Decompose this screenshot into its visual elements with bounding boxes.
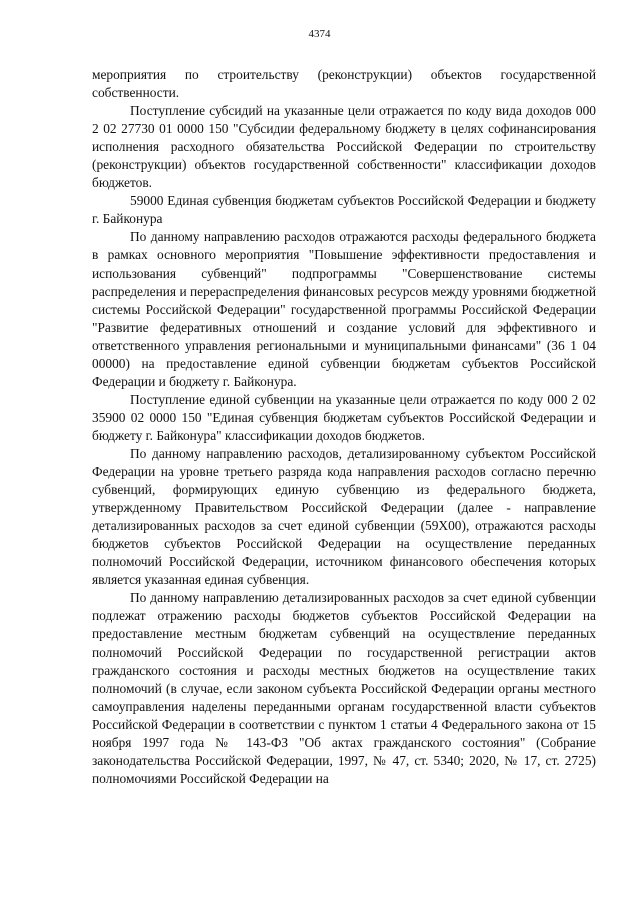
paragraph-continuation: мероприятия по строительству (реконструкции) объектов государственной собственности. [92,67,596,101]
paragraph-detailed-expenses: По данному направлению расходов, детализированному субъектом Российской Федерации на уровне третьего разряда кода направления расходов согласно перечню субвенций, формирующих единую субвенцию из федерального бюджета, утвержденному Правительством Российской Федерации (далее - направление детализированных расходов за счет единой субвенции (59Х00), отражаются расходы бюджетов субъектов Российской Федерации на осуществление переданных полномочий Российской Федерации, источником финансового обеспечения которых является указанная единая субвенция. [92,445,596,588]
paragraph-federal-budget-expenses: По данному направлению расходов отражаются расходы федерального бюджета в рамках основного мероприятия "Повышение эффективности предоставления и использования субвенций" подпрограммы "Совершенствование системы распределения и перераспределения финансовых ресурсов между уровнями бюджетной системы Российской Федерации" государственной программы Российской Федерации "Развитие федеративных отношений и создание условий для эффективного и ответственного управления региональными и муниципальными финансами" (36 1 04 00000) на предоставление единой субвенции бюджетам субъектов Российской Федерации и бюджету г. Байконура. [92,229,596,389]
page-number: 4374 [308,28,331,40]
paragraph-subsidy-income-code: Поступление субсидий на указанные цели отражается по коду вида доходов 000 2 02 27730 01 0000 150 "Субсидии федеральному бюджету в целях софинансирования исполнения расходного обязательства Российской Федерации по строительству (реконструкции) объектов государственной собственности" классификации доходов бюджетов. [92,103,596,191]
document-body [92,66,596,788]
paragraph-single-subvention-income-code: Поступление единой субвенции на указанные цели отражается по коду 000 2 02 35900 02 0000 150 "Единая субвенция бюджетам субъектов Российской Федерации и бюджету г. Байконура" классификации доходов бюджетов. [92,391,596,443]
paragraph-civil-registration-expenses: По данному направлению детализированных расходов за счет единой субвенции подлежат отражению расходы бюджетов субъектов Российской Федерации на предоставление местным бюджетам субвенций на осуществление переданных полномочий Российской Федерации по государственной регистрации актов гражданского состояния и расходы местных бюджетов на осуществление таких полномочий (в случае, если законом субъекта Российской Федерации органы местного самоуправления наделены переданными органам государственной власти субъектов Российской Федерации в соответствии с пунктом 1 статьи 4 Федерального закона от 15 ноября 1997 года № 143-ФЗ "Об актах гражданского состояния" (Собрание законодательства Российской Федерации, 1997, № 47, ст. 5340; 2020, № 17, ст. 2725) полномочиями Российской Федерации на [92,590,596,786]
section-heading-59000: 59000 Единая субвенция бюджетам субъектов Российской Федерации и бюджету г. Байконура [92,193,596,227]
